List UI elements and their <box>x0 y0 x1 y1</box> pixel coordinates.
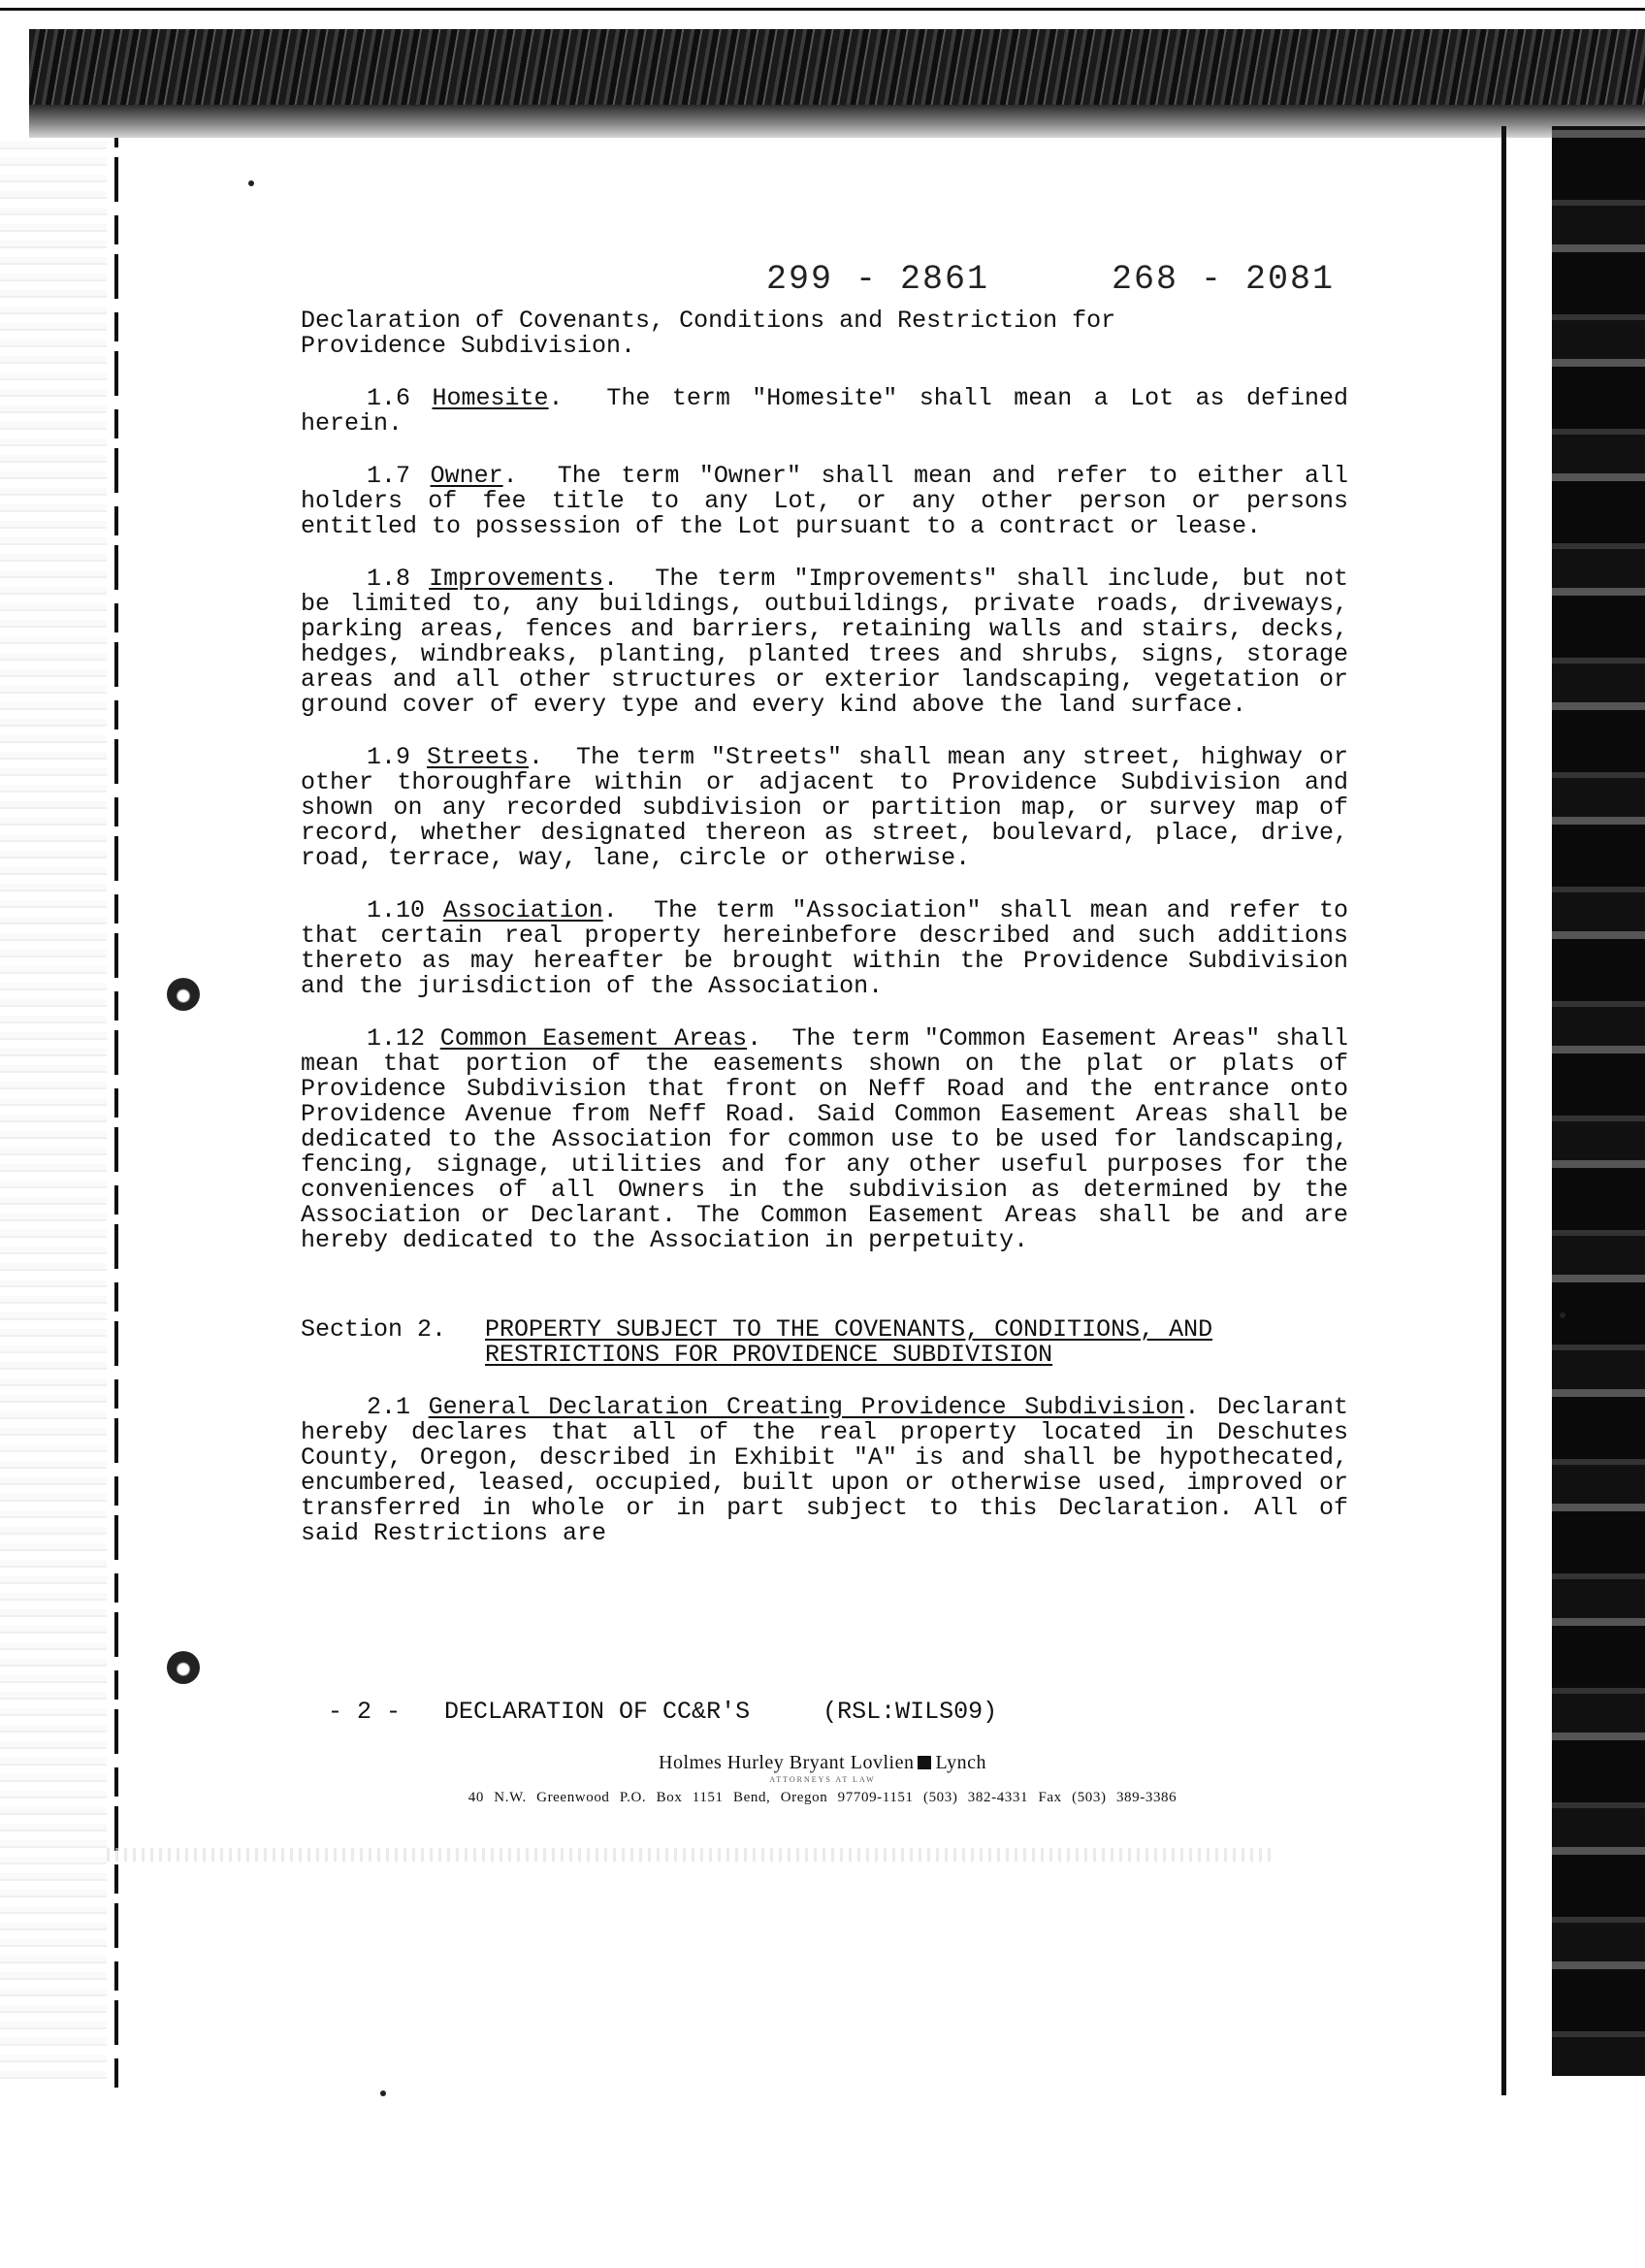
top-scan-line <box>0 8 1645 11</box>
firm-name <box>0 1752 1645 1774</box>
section-2-label: Section 2. <box>301 1315 447 1344</box>
document-title <box>301 308 1348 359</box>
section-number: 1.10 <box>367 896 426 924</box>
section-number: 1.8 <box>367 565 411 593</box>
section-text: Declarant hereby declares that all of the real property located in Deschutes County, Oregon, described in Exhibit "A" is and shall be hypothecated, encumbered, leased, occupied, built upon or otherwise used, improved or transferred in whole or in part subject to this Declaration. All of said Restrictions are <box>301 1393 1348 1547</box>
document-body <box>301 308 1348 1546</box>
section-number: 1.9 <box>367 743 411 771</box>
section-text: The term "Improvements" shall include, but not be limited to, any buildings, outbuildings, private roads, driveways, parking areas, fences and barriers, retaining walls and stairs, decks, hedges, windbreaks, planting, planted trees and shrubs, signs, storage areas and all other structures or exterior landscaping, vegetation or ground cover of every type and every kind above the land surface. <box>301 565 1348 719</box>
speck <box>248 180 254 186</box>
section-number: 2.1 <box>367 1393 411 1421</box>
speck <box>1560 1312 1565 1318</box>
page-footer: - 2 - DECLARATION OF CC&R'S (RSL:WILS09) <box>328 1698 998 1726</box>
section-1-8: 1.8 Improvements. The term "Improvements" shall include, but not be limited to, any buildings, outbuildings, private roads, driveways, parking areas, fences and barriers, retaining walls and stairs, decks, hedges, windbreaks, planting, planted trees and shrubs, signs, storage areas and all other structures or exterior landscaping, vegetation or ground cover of every type and every kind above the land surface. <box>301 565 1348 719</box>
section-2-1: 2.1 General Declaration Creating Providence Subdivision. Declarant hereby declares that all of the real property located in Deschutes County, Oregon, described in Exhibit "A" is and shall be hypothecated, encumbered, leased, occupied, built upon or otherwise used, improved or transferred in whole or in part subject to this Declaration. All of said Restrictions are <box>301 1393 1348 1547</box>
bottom-scan-noise <box>107 1848 1271 1862</box>
section-1-9: 1.9 Streets. The term "Streets" shall mean any street, highway or other thoroughfare within or adjacent to Providence Subdivision and shown on any recorded subdivision or partition map, or survey map of record, whether designated thereon as street, boulevard, place, drive, road, terrace, way, lane, circle or otherwise. <box>301 743 1348 872</box>
firm-address: 40 N.W. Greenwood P.O. Box 1151 Bend, Oregon 97709-1151 (503) 382-4331 Fax (503) 389-3386 <box>468 1790 1177 1805</box>
firm-subtitle: ATTORNEYS AT LAW <box>769 1775 876 1784</box>
title-line-2: Providence Subdivision. <box>301 332 636 360</box>
section-2-title-line-1: PROPERTY SUBJECT TO THE COVENANTS, CONDITIONS, AND <box>485 1315 1213 1344</box>
section-term: Streets <box>427 743 530 771</box>
section-term: Improvements <box>429 565 604 593</box>
section-text: The term "Streets" shall mean any street, highway or other thoroughfare within or adjacent to Providence Subdivision and shown on any recorded subdivision or partition map, or survey map of record, whether designated thereon as street, boulevard, place, drive, road, terrace, way, lane, circle or otherwise. <box>301 743 1348 872</box>
section-term: General Declaration Creating Providence Subdivision <box>428 1393 1185 1421</box>
section-term: Homesite <box>432 384 549 412</box>
section-1-6: 1.6 Homesite. The term "Homesite" shall mean a Lot as defined herein. <box>301 384 1348 437</box>
firm-logo-square-icon <box>918 1756 931 1769</box>
section-text: The term "Common Easement Areas" shall mean that portion of the easements shown on the plat or plats of Providence Subdivision that front on Neff Road and the entrance onto Providence Avenue from Neff Road. Said Common Easement Areas shall be dedicated to the Association for common use to be used for landscaping, fencing, signage, utilities and for any other useful purposes for the conveniences of all Owners in the subdivision as determined by the Association or Declarant. The Common Easement Areas shall be and are hereby dedicated to the Association in perpetuity. <box>301 1024 1348 1254</box>
section-2-heading <box>301 1317 1348 1368</box>
section-term: Owner <box>430 462 503 490</box>
section-1-12: 1.12 Common Easement Areas. The term "Common Easement Areas" shall mean that portion of the easements shown on the plat or plats of Providence Subdivision that front on Neff Road and the entrance onto Providence Avenue from Neff Road. Said Common Easement Areas shall be dedicated to the Association for common use to be used for landscaping, fencing, signage, utilities and for any other useful purposes for the conveniences of all Owners in the subdivision as determined by the Association or Declarant. The Common Easement Areas shall be and are hereby dedicated to the Association in perpetuity. <box>301 1024 1348 1254</box>
title-line-1: Declaration of Covenants, Conditions and Restriction for <box>301 307 1116 335</box>
section-text: The term "Homesite" shall mean a Lot as defined herein. <box>301 384 1348 437</box>
section-1-10: 1.10 Association. The term "Association" shall mean and refer to that certain real property hereinbefore described and such additions thereto as may hereafter be brought within the Providence Subdivision and the jurisdiction of the Association. <box>301 896 1348 1000</box>
section-2-title <box>485 1317 1212 1368</box>
section-2-title-line-2: RESTRICTIONS FOR PROVIDENCE SUBDIVISION <box>485 1341 1053 1369</box>
section-number: 1.12 <box>367 1024 426 1053</box>
scan-shadow-band <box>29 29 1645 138</box>
firm-name-part-1: Holmes Hurley Bryant Lovlien <box>659 1752 915 1773</box>
law-firm-letterhead <box>0 1752 1645 1806</box>
punch-hole-upper <box>167 978 200 1011</box>
section-text: The term "Association" shall mean and refer to that certain real property hereinbefore described and such additions thereto as may hereafter be brought within the Providence Subdivision and the jurisdiction of the Association. <box>301 896 1348 1000</box>
recording-number-right: 268 - 2081 <box>1112 260 1336 299</box>
punch-hole-lower <box>167 1651 200 1684</box>
section-term: Common Easement Areas <box>439 1024 748 1053</box>
speck <box>380 2090 386 2096</box>
section-term: Association <box>442 896 603 924</box>
section-number: 1.7 <box>367 462 411 490</box>
section-1-7: 1.7 Owner. The term "Owner" shall mean and refer to either all holders of fee title to any Lot, or any other person or persons entitled to possession of the Lot pursuant to a contract or lease. <box>301 462 1348 540</box>
section-number: 1.6 <box>367 384 411 412</box>
section-text: The term "Owner" shall mean and refer to either all holders of fee title to any Lot, or any other person or persons entitled to possession of the Lot pursuant to a contract or lease. <box>301 462 1348 540</box>
recording-number-left: 299 - 2861 <box>766 260 990 299</box>
firm-name-part-2: Lynch <box>935 1752 986 1773</box>
